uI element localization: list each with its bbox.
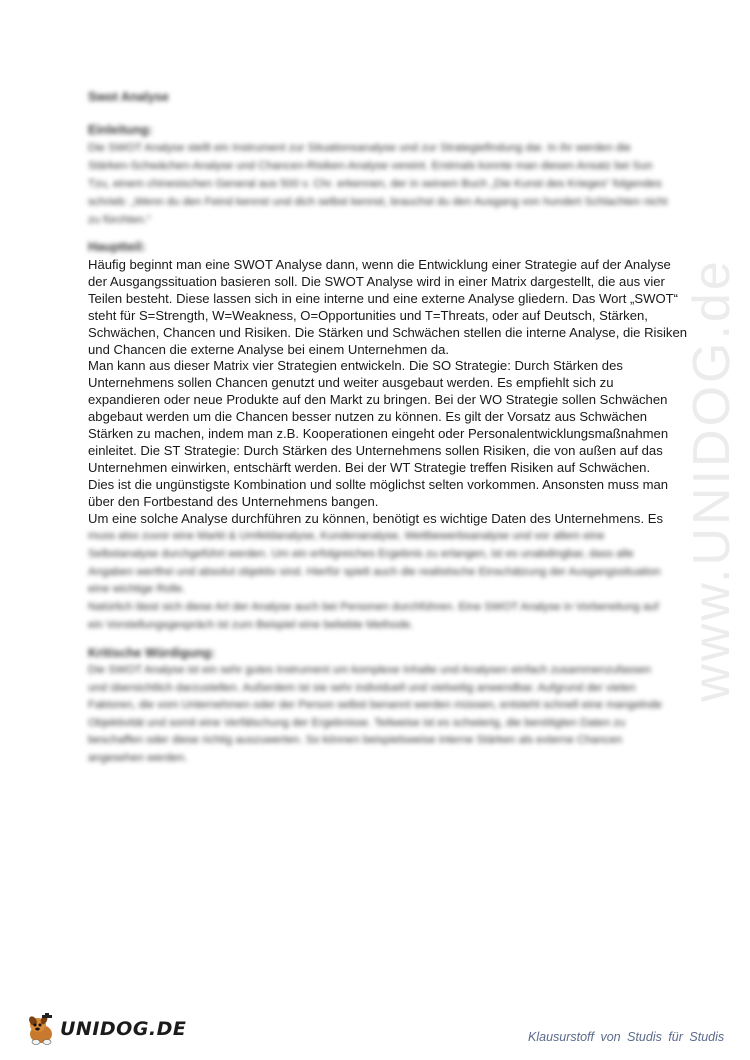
intro-heading: Einleitung:: [88, 123, 153, 137]
main-line: der Ausgangssituation basieren soll. Die SWOT Analyse wird in einer Matrix dargestellt, die aus vier: [88, 273, 665, 289]
main-text: [88, 257, 688, 528]
main-line: Häufig beginnt man eine SWOT Analyse dann, wenn die Entwicklung einer Strategie auf der Analyse: [88, 257, 671, 272]
critique-heading: Kritische Würdigung:: [88, 646, 216, 660]
main-continuation-2: Natürlich lässt sich diese Art der Analyse auch bei Personen durchführen. Eine SWOT Analyse in Vorbereitung auf ein Vorstellungsgespräch ist zum Beispiel eine beliebte Methode.: [88, 601, 659, 631]
main-line: und Chancen die externe Analyse bei einem Unternehmen da.: [88, 341, 450, 357]
document-title: Swot Analyse: [88, 90, 169, 104]
main-line: über den Fortbestand des Unternehmens bangen.: [88, 493, 379, 509]
intro-section: [88, 123, 668, 229]
main-line: Unternehmen einwirken, entschärft werden. Bei der WT Strategie treffen Risiken auf Schwächen.: [88, 459, 651, 475]
main-heading: Hauptteil:: [88, 240, 146, 254]
main-line: Um eine solche Analyse durchführen zu können, benötigt es wichtige Daten des Unternehmens. Es: [88, 510, 664, 526]
intro-text: Die SWOT Analyse stellt ein Instrument zur Situationsanalyse und zur Strategiefindung dar. In ihr werden die Stärken-Schwächen-Analyse und Chancen-Risiken-Analyse vereint. Erstmals konnte man diesen Ansatz bei Sun Tzu, einem chinesischen General aus 500 v. Chr. erkennen, der in seinem Buch „Die Kunst des Krieges“ folgendes schrieb: „Wenn du den Feind kennst und dich selbst kennst, brauchst du den Ausgang von hundert Schlachten nicht zu fürchten.“: [88, 142, 668, 226]
main-line: Dies ist die ungünstigste Kombination und sollte möglichst selten vorkommen. Ansonsten muss man: [88, 476, 669, 492]
main-continuation: [88, 528, 668, 635]
main-line: einleitet. Die ST Strategie: Durch Stärken des Unternehmens sollen Risiken, die von außen auf das: [88, 442, 663, 458]
unidog-logo[interactable]: [24, 1012, 186, 1046]
critique-section: [88, 646, 668, 768]
main-line: steht für S=Strength, W=Weakness, O=Opportunities und T=Threats, oder auf Deutsch, Stärken,: [88, 307, 648, 323]
logo-text: UNIDOG.DE: [60, 1018, 187, 1040]
main-line: Unternehmens sollen Chancen genutzt und weiter ausgebaut werden. Es empfiehlt sich zu: [88, 375, 614, 391]
dog-mascot-icon: [24, 1012, 58, 1046]
main-continuation-1: muss also zuvor eine Markt & Umfeldanalyse, Kundenanalyse, Wettbewerbsanalyse und vor allem eine Selbstanalyse durchgeführt werden. Um ein erfolgreiches Ergebnis zu erlangen, ist es unabdingbar, dass alle Angaben wertfrei und absolut objektiv sind. Hierfür spielt auch die realistische Einschätzung der Ausgangssituation eine wichtige Rolle.: [88, 530, 661, 596]
main-line: Teilen besteht. Diese lassen sich in eine interne und eine externe Analyse gliedern. Das Wort „SWOT“: [88, 290, 679, 306]
main-line: Man kann aus dieser Matrix vier Strategien entwickeln. Die SO Strategie: Durch Stärken des: [88, 358, 623, 374]
footer-tagline: Klausurstoff von Studis für Studis: [528, 1030, 725, 1044]
watermark: www.UNIDOG.de: [683, 258, 741, 702]
main-line: expandieren oder neue Produkte auf den Markt zu bringen. Bei der WO Strategie sollen Schwächen: [88, 392, 668, 408]
critique-text: Die SWOT Analyse ist ein sehr gutes Instrument um komplexe Inhalte und Analysen einfach zusammenzufassen und übersichtlich darzustellen. Außerdem ist sie sehr individuell und vielseitig anwendbar. Aufgrund der vielen Faktoren, die vom Unternehmen oder der Person selbst benannt werden müssen, entsteht schnell eine mangelnde Objektivität und somit eine Verfälschung der Ergebnisse. Teilweise ist es schwierig, die benötigten Daten zu beschaffen oder diese richtig auszuwerten. So können beispielsweise interne Stärken als externe Chancen angesehen werden.: [88, 664, 662, 764]
main-line: abgebaut werden um die Chancen besser nutzen zu können. Es gilt der Vorsatz aus Schwächen: [88, 409, 648, 425]
main-line: Schwächen, Chancen und Risiken. Die Stärken und Schwächen stellen die interne Analyse, die Risiken: [88, 324, 688, 340]
main-line: Stärken zu machen, indem man z.B. Kooperationen eingeht oder Personalentwicklungsmaßnahmen: [88, 426, 669, 442]
